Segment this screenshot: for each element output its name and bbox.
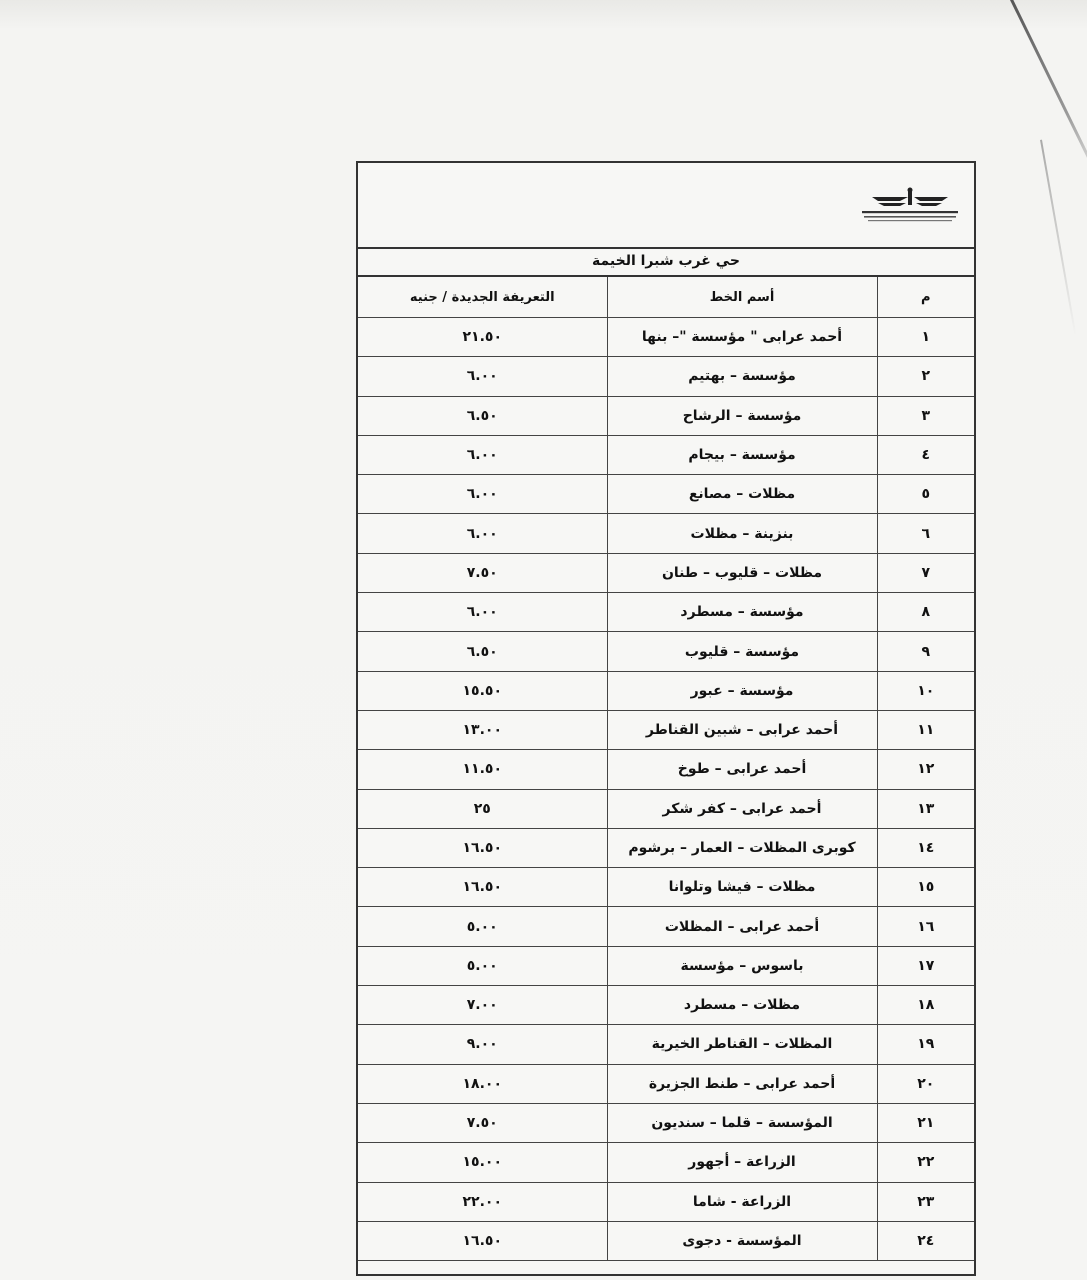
line-name: أحمد عرابى – طنط الجزيرة: [607, 1064, 877, 1103]
row-number: ٧: [877, 553, 974, 592]
table-row: [358, 357, 974, 396]
transport-authority-logo-icon: [860, 187, 960, 227]
row-number: ٥: [877, 475, 974, 514]
district-title: حي غرب شبرا الخيمة: [358, 247, 974, 277]
fare-value: ١٥.٠٠: [358, 1143, 607, 1182]
row-number: ٢٠: [877, 1064, 974, 1103]
fare-value: ٦.٠٠: [358, 435, 607, 474]
fare-value: ٢٢.٠٠: [358, 1182, 607, 1221]
line-name: أحمد عرابى – شبين القناطر: [607, 710, 877, 749]
table-row: [358, 475, 974, 514]
fare-value: ٢٥: [358, 789, 607, 828]
table-row: [358, 671, 974, 710]
line-name: مؤسسة – قليوب: [607, 632, 877, 671]
line-name: أحمد عرابى – كفر شكر: [607, 789, 877, 828]
fare-value: ١١.٥٠: [358, 750, 607, 789]
fare-value: ٦.٠٠: [358, 514, 607, 553]
table-row: [358, 750, 974, 789]
fare-value: ١٥.٥٠: [358, 671, 607, 710]
header-number: م: [877, 277, 974, 318]
table-row: [358, 1182, 974, 1221]
fare-value: ٦.٠٠: [358, 593, 607, 632]
row-number: ١٥: [877, 868, 974, 907]
table-row: [358, 710, 974, 749]
fare-value: ٦.٥٠: [358, 632, 607, 671]
table-row: [358, 1064, 974, 1103]
line-name: المؤسسة - دجوى: [607, 1221, 877, 1260]
fare-value: ٦.٠٠: [358, 475, 607, 514]
fare-table: [358, 277, 974, 1261]
table-row: [358, 1221, 974, 1260]
line-name: مؤسسة – عبور: [607, 671, 877, 710]
line-name: مؤسسة – مسطرد: [607, 593, 877, 632]
line-name: بنزينة – مظلات: [607, 514, 877, 553]
fare-table-body: [358, 318, 974, 1261]
fare-value: ١٦.٥٠: [358, 828, 607, 867]
row-number: ١١: [877, 710, 974, 749]
table-row: [358, 986, 974, 1025]
line-name: أحمد عرابى – المظلات: [607, 907, 877, 946]
line-name: مظلات – فيشا وتلوانا: [607, 868, 877, 907]
table-row: [358, 396, 974, 435]
fare-value: ٥.٠٠: [358, 946, 607, 985]
row-number: ٢: [877, 357, 974, 396]
line-name: مؤسسة – بيجام: [607, 435, 877, 474]
table-header-row: [358, 277, 974, 318]
row-number: ١٠: [877, 671, 974, 710]
fare-value: ٢١.٥٠: [358, 318, 607, 357]
row-number: ١٩: [877, 1025, 974, 1064]
row-number: ١: [877, 318, 974, 357]
line-name: باسوس – مؤسسة: [607, 946, 877, 985]
line-name: مؤسسة – الرشاح: [607, 396, 877, 435]
row-number: ١٣: [877, 789, 974, 828]
table-row: [358, 632, 974, 671]
table-row: [358, 593, 974, 632]
table-row: [358, 789, 974, 828]
header-line-name: أسم الخط: [607, 277, 877, 318]
fare-value: ٦.٥٠: [358, 396, 607, 435]
row-number: ١٦: [877, 907, 974, 946]
row-number: ٢٢: [877, 1143, 974, 1182]
line-name: مؤسسة – بهتيم: [607, 357, 877, 396]
table-row: [358, 1143, 974, 1182]
table-row: [358, 1025, 974, 1064]
fare-value: ١٣.٠٠: [358, 710, 607, 749]
row-number: ٢١: [877, 1103, 974, 1142]
table-row: [358, 553, 974, 592]
table-row: [358, 828, 974, 867]
fare-value: ١٦.٥٠: [358, 868, 607, 907]
fare-value: ٧.٥٠: [358, 1103, 607, 1142]
row-number: ١٧: [877, 946, 974, 985]
table-row: [358, 907, 974, 946]
row-number: ٩: [877, 632, 974, 671]
fare-document: [356, 161, 976, 1276]
line-name: مظلات – مسطرد: [607, 986, 877, 1025]
line-name: مظلات – قليوب – طنان: [607, 553, 877, 592]
header-fare: التعريفة الجديدة / جنيه: [358, 277, 607, 318]
fare-value: ٧.٠٠: [358, 986, 607, 1025]
line-name: المظلات – القناطر الخيرية: [607, 1025, 877, 1064]
fare-value: ٦.٠٠: [358, 357, 607, 396]
row-number: ٤: [877, 435, 974, 474]
row-number: ٢٣: [877, 1182, 974, 1221]
row-number: ١٤: [877, 828, 974, 867]
line-name: أحمد عرابى " مؤسسة "– بنها: [607, 318, 877, 357]
fare-value: ٧.٥٠: [358, 553, 607, 592]
fare-value: ١٨.٠٠: [358, 1064, 607, 1103]
line-name: أحمد عرابى – طوخ: [607, 750, 877, 789]
table-row: [358, 435, 974, 474]
logo-header: [358, 163, 974, 249]
table-row: [358, 868, 974, 907]
line-name: مظلات – مصانع: [607, 475, 877, 514]
row-number: ٨: [877, 593, 974, 632]
table-row: [358, 318, 974, 357]
table-row: [358, 1103, 974, 1142]
fare-value: ١٦.٥٠: [358, 1221, 607, 1260]
row-number: ٢٤: [877, 1221, 974, 1260]
line-name: كوبرى المظلات – العمار – برشوم: [607, 828, 877, 867]
table-row: [358, 514, 974, 553]
row-number: ١٨: [877, 986, 974, 1025]
line-name: المؤسسة – قلما – سنديون: [607, 1103, 877, 1142]
row-number: ٦: [877, 514, 974, 553]
fare-value: ٩.٠٠: [358, 1025, 607, 1064]
row-number: ٣: [877, 396, 974, 435]
line-name: الزراعة - شاما: [607, 1182, 877, 1221]
row-number: ١٢: [877, 750, 974, 789]
table-row: [358, 946, 974, 985]
fare-value: ٥.٠٠: [358, 907, 607, 946]
line-name: الزراعة – أجهور: [607, 1143, 877, 1182]
